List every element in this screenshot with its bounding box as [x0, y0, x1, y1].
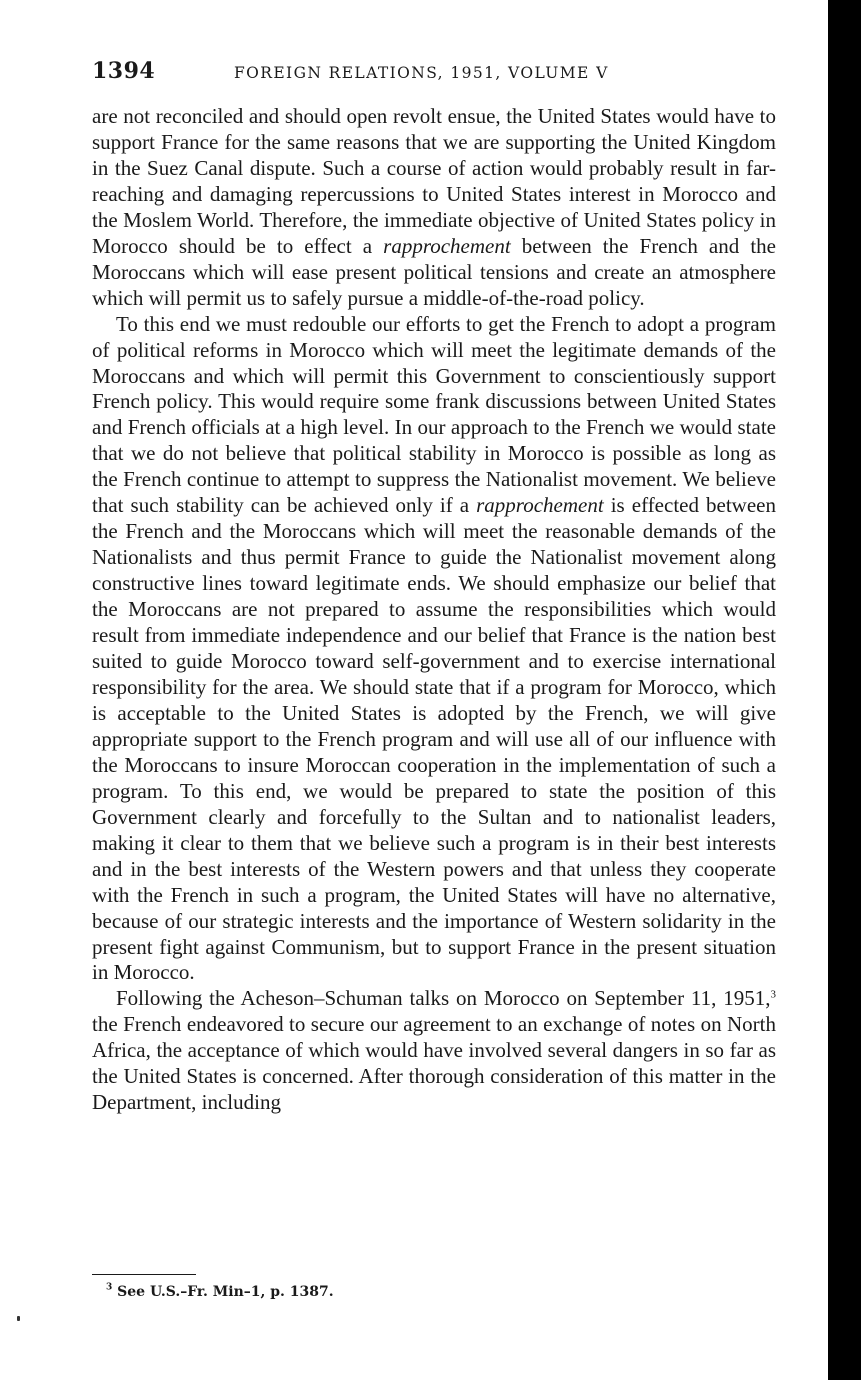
- page-header: [92, 58, 776, 90]
- paragraph-1-text-a: are not reconciled and should open revolt ensue, the United States would have to support France for the same reasons that we are supporting the United Kingdom in the Suez Canal dispute. Such a course of action would probably result in far-reaching and damaging repercussions to United States interest in Morocco and the Moslem World. Therefore, the immediate objective of United States policy in Morocco should be to effect a: [92, 104, 776, 258]
- page-number: 1394: [92, 58, 156, 84]
- footnote-marker: 3: [106, 1282, 113, 1293]
- paragraph-2-text-a: To this end we must redouble our efforts to get the French to adopt a program of political reforms in Morocco which will meet the legitimate demands of the Moroccans and which will permit this Government to conscientiously support French policy. This would require some frank discussions between United States and French officials at a high level. In our approach to the French we would state that we do not believe that political stability in Morocco is possible as long as the French continue to attempt to suppress the Nationalist movement. We believe that such stability can be achieved only if a: [92, 311, 776, 518]
- paragraph-2-italic-term: rapprochement: [476, 493, 604, 518]
- running-head: FOREIGN RELATIONS, 1951, VOLUME V: [234, 64, 609, 82]
- scan-edge-bar: [828, 0, 861, 1380]
- paragraph-3: [92, 986, 776, 1116]
- paragraph-1-text-b: between the French and the Moroccans which will ease present political tensions and create an atmosphere which will permit us to safely pursue a middle-of-the-road policy.: [92, 233, 776, 310]
- paragraph-3-text-b: the French endeavored to secure our agreement to an exchange of notes on North Africa, the acceptance of which would have involved several dangers in so far as the United States is concerned. After thorough consideration of this matter in the Department, including: [92, 1012, 776, 1115]
- footnote-text: See U.S.–Fr. Min–1, p. 1387.: [112, 1284, 334, 1300]
- paragraph-2: [92, 312, 776, 987]
- paragraph-2-text-b: is effected between the French and the Moroccans which will meet the reasonable demands of the Nationalists and thus permit France to guide the Nationalist movement along constructive lines toward legitimate ends. We should emphasize our belief that the Moroccans are not prepared to assume the responsibilities which would result from immediate independence and our belief that France is the nation best suited to guide Morocco toward self-government and to exercise international responsibility for the area. We should state that if a program for Morocco, which is acceptable to the United States is adopted by the French, we will give appropriate support to the French program and will use all of our influence with the Moroccans to insure Moroccan cooperation in the implementation of such a program. To this end, we would be prepared to state the position of this Government clearly and forcefully to the Sultan and to nationalist leaders, making it clear to them that we believe such a program is in their best interests and in the best interests of the Western powers and that unless they cooperate with the French in such a program, the United States will have no alternative, because of our strategic interests and the importance of Western solidarity in the present fight against Communism, but to support France in the present situation in Morocco.: [92, 493, 776, 985]
- body-text: [92, 104, 776, 1116]
- footnote: [106, 1284, 334, 1300]
- scan-speck: [17, 1316, 20, 1321]
- paragraph-1-italic-term: rapprochement: [383, 233, 511, 258]
- footnote-reference[interactable]: 3: [770, 988, 776, 1001]
- paragraph-3-text-a: Following the Acheson–Schuman talks on Morocco on September 11, 1951,: [116, 986, 771, 1011]
- paragraph-1: [92, 104, 776, 312]
- footnote-divider: [92, 1274, 196, 1275]
